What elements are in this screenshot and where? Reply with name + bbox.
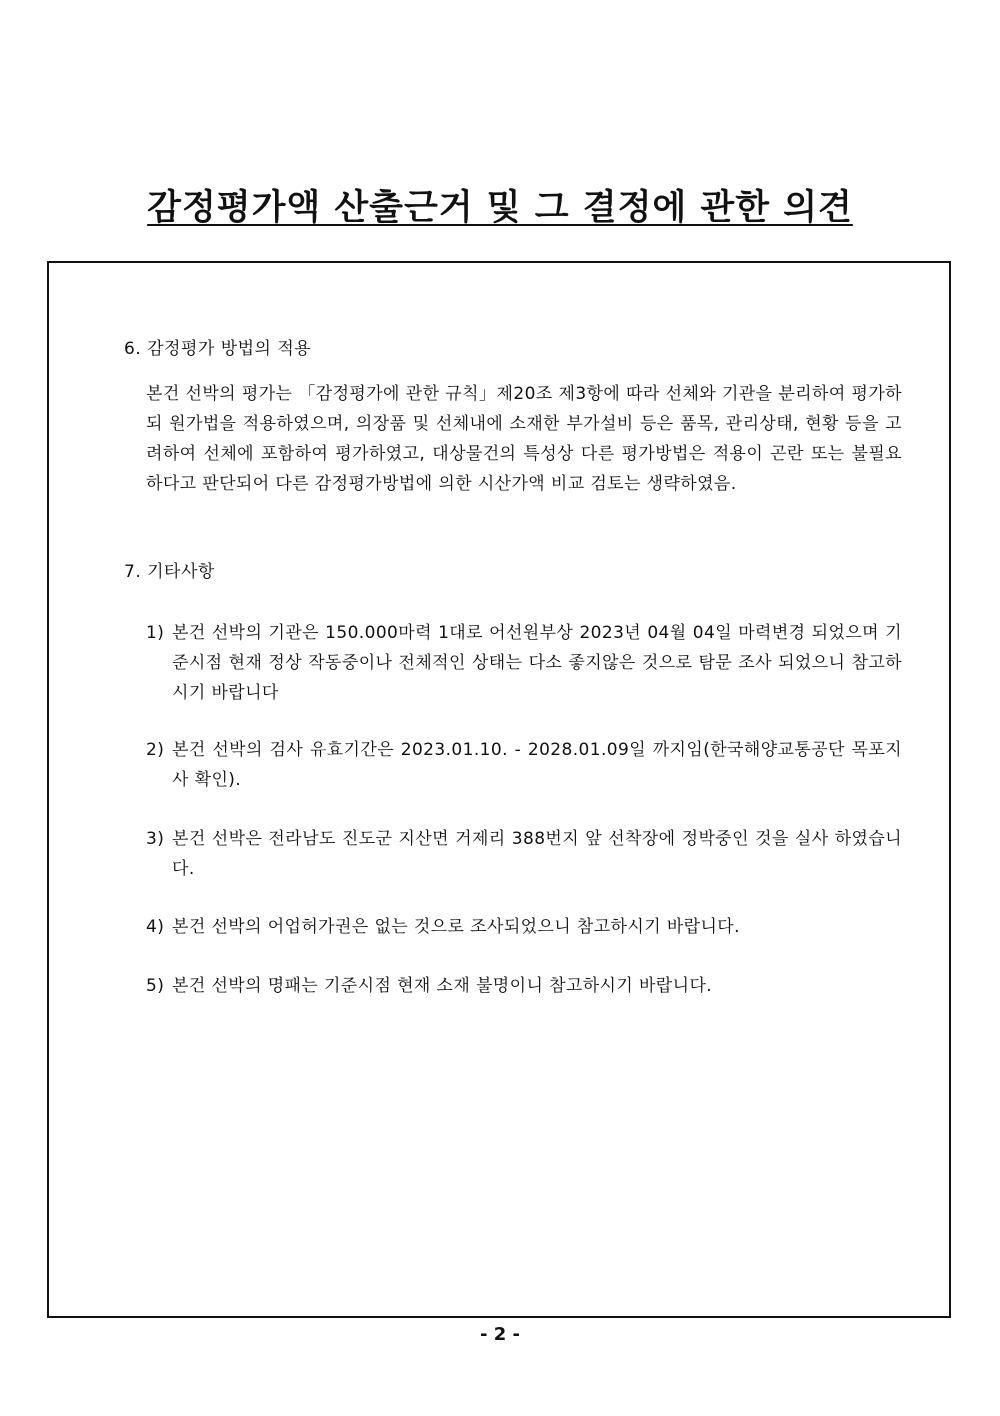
section-6-heading: 6. 감정평가 방법의 적용 bbox=[124, 339, 312, 359]
document-title: 감정평가액 산출근거 및 그 결정에 관한 의견 bbox=[147, 188, 853, 228]
note-item-1 bbox=[146, 618, 902, 708]
page-number: - 2 - bbox=[480, 1324, 520, 1345]
note-text: 본건 선박의 명패는 기준시점 현재 소재 불명이니 참고하시기 바랍니다. bbox=[172, 976, 713, 996]
section-7-heading: 7. 기타사항 bbox=[124, 562, 215, 582]
note-text: 본건 선박의 검사 유효기간은 2023.01.10. - 2028.01.09일 까지임(한국해양교통공단 목포지사 확인). bbox=[172, 740, 902, 790]
note-item-5 bbox=[146, 971, 902, 1001]
note-item-2 bbox=[146, 735, 902, 795]
note-text: 본건 선박은 전라남도 진도군 지산면 거제리 388번지 앞 선착장에 정박중인 것을 실사 하였습니다. bbox=[172, 829, 902, 879]
note-text: 본건 선박의 기관은 150.000마력 1대로 어선원부상 2023년 04월 04일 마력변경 되었으며 기준시점 현재 정상 작동중이나 전체적인 상태는 다소 좋지않은 것으로 탐문 조사 되었으니 참고하시기 바랍니다 bbox=[172, 623, 902, 703]
note-number: 5) bbox=[146, 976, 165, 996]
note-number: 3) bbox=[146, 829, 165, 849]
section-6-body: 본건 선박의 평가는 「감정평가에 관한 규칙」제20조 제3항에 따라 선체와 기관을 분리하여 평가하되 원가법을 적용하였으며, 의장품 및 선체내에 소재한 부가설비 등은 품목, 관리상태, 현황 등을 고려하여 선체에 포함하여 평가하였고, 대상물건의 특성상 다른 평가방법은 적용이 곤란 또는 불필요하다고 판단되어 다른 감정평가방법에 의한 시산가액 비교 검토는 생략하였음. bbox=[146, 384, 902, 494]
note-number: 4) bbox=[146, 917, 165, 937]
note-text: 본건 선박의 어업허가권은 없는 것으로 조사되었으니 참고하시기 바랍니다. bbox=[172, 917, 740, 937]
note-number: 1) bbox=[146, 623, 165, 643]
note-item-3 bbox=[146, 824, 902, 884]
note-item-4 bbox=[146, 912, 902, 942]
note-number: 2) bbox=[146, 740, 165, 760]
